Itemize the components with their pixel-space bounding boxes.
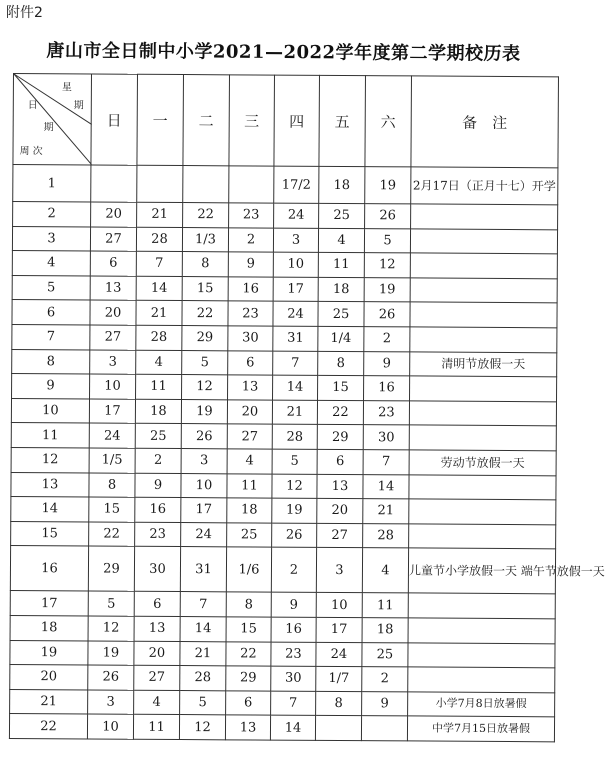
date-cell: 15	[226, 617, 271, 642]
week-number-cell: 9	[12, 374, 90, 399]
week-number-cell: 14	[11, 497, 89, 522]
week-number-cell: 1	[13, 165, 91, 202]
date-cell: 16	[228, 277, 273, 302]
date-cell: 25	[318, 302, 364, 327]
date-cell: 11	[133, 715, 179, 740]
date-cell: 8	[316, 691, 362, 716]
date-cell: 7	[136, 251, 182, 276]
note-cell: 儿童节小学放假一天 端午节放假一天	[408, 548, 555, 594]
note-cell	[408, 593, 555, 618]
table-row	[10, 615, 555, 643]
date-cell: 10	[181, 473, 227, 498]
date-cell: 4	[227, 449, 272, 474]
week-number-cell: 22	[9, 714, 87, 739]
date-cell: 26	[365, 204, 411, 229]
date-cell	[229, 166, 274, 203]
date-cell: 3	[88, 690, 134, 715]
week-number-cell: 16	[10, 546, 88, 591]
note-cell	[409, 401, 556, 426]
table-row	[12, 251, 557, 279]
date-cell: 1/3	[182, 227, 228, 252]
date-cell: 23	[229, 203, 274, 228]
date-cell: 14	[270, 715, 315, 740]
date-cell: 20	[317, 498, 363, 523]
note-cell: 清明节放假一天	[410, 351, 557, 376]
note-cell	[410, 376, 557, 401]
header-day-tue: 二	[183, 75, 230, 166]
date-cell: 6	[228, 350, 273, 375]
week-number-cell: 13	[11, 472, 89, 497]
date-cell: 27	[134, 665, 180, 690]
date-cell: 18	[318, 277, 364, 302]
date-cell: 8	[226, 592, 271, 617]
date-cell: 8	[318, 351, 364, 376]
date-cell: 3	[181, 448, 227, 473]
date-cell: 26	[364, 302, 410, 327]
week-number-cell: 21	[10, 689, 88, 714]
note-cell: 中学7月15日放暑假	[407, 716, 554, 741]
date-cell: 19	[88, 640, 134, 665]
table-row	[10, 546, 555, 594]
date-cell: 4	[318, 228, 364, 253]
date-cell: 15	[182, 276, 228, 301]
diagonal-header	[13, 74, 91, 164]
date-cell: 20	[134, 641, 180, 666]
corner-header-cell	[13, 74, 92, 165]
corner-label-qi-mid: 期	[43, 122, 54, 134]
note-cell	[409, 474, 556, 499]
date-cell: 24	[273, 301, 318, 326]
note-cell	[409, 425, 556, 450]
date-cell: 20	[227, 400, 272, 425]
week-number-cell: 7	[12, 324, 90, 349]
date-cell: 13	[90, 276, 136, 301]
note-cell	[411, 204, 558, 229]
date-cell: 26	[272, 523, 317, 548]
date-cell: 30	[228, 326, 273, 351]
table-row	[12, 300, 557, 328]
note-cell	[410, 302, 557, 327]
table-row	[11, 447, 556, 475]
date-cell: 1/5	[89, 448, 135, 473]
note-cell	[409, 499, 556, 524]
date-cell: 20	[91, 202, 137, 227]
table-row	[10, 591, 555, 619]
corner-label-zhou-ci: 周 次	[19, 146, 43, 158]
date-cell: 26	[88, 665, 134, 690]
date-cell: 24	[181, 522, 227, 547]
date-cell: 14	[363, 474, 409, 499]
header-day-wed: 三	[229, 75, 275, 166]
date-cell: 6	[226, 690, 271, 715]
date-cell: 21	[137, 202, 183, 227]
date-cell: 11	[227, 473, 272, 498]
date-cell: 18	[319, 166, 365, 203]
date-cell: 4	[134, 690, 180, 715]
date-cell: 22	[226, 641, 271, 666]
note-cell: 2月17日（正月十七）开学	[411, 167, 558, 205]
date-cell: 1/6	[226, 547, 271, 592]
date-cell: 16	[364, 376, 410, 401]
date-cell: 17	[181, 498, 227, 523]
date-cell: 11	[318, 253, 364, 278]
header-notes: 备 注	[411, 76, 559, 168]
header-day-thu: 四	[274, 75, 320, 166]
date-cell: 25	[227, 523, 272, 548]
date-cell: 2	[271, 547, 316, 592]
date-cell: 31	[273, 326, 318, 351]
date-cell: 17	[273, 277, 318, 302]
document-title: 唐山市全日制中小学2021—2022学年度第二学期校历表	[46, 40, 521, 65]
date-cell: 18	[135, 399, 181, 424]
date-cell: 21	[136, 301, 182, 326]
date-cell: 9	[364, 351, 410, 376]
date-cell: 30	[271, 666, 316, 691]
table-row	[10, 665, 555, 693]
date-cell: 23	[363, 400, 409, 425]
date-cell: 3	[273, 228, 318, 253]
date-cell: 13	[134, 616, 180, 641]
note-cell	[408, 667, 555, 692]
table-row	[13, 165, 558, 205]
date-cell: 14	[273, 375, 318, 400]
week-number-cell: 11	[11, 423, 89, 448]
date-cell: 9	[228, 252, 273, 277]
date-cell: 12	[364, 253, 410, 278]
header-day-mon: 一	[137, 74, 184, 165]
date-cell: 30	[134, 547, 180, 592]
date-cell: 23	[271, 642, 316, 667]
date-cell: 4	[362, 548, 408, 593]
date-cell: 4	[136, 350, 182, 375]
date-cell: 22	[182, 301, 228, 326]
week-number-cell: 5	[12, 275, 90, 300]
date-cell	[91, 165, 137, 202]
table-row	[12, 324, 557, 352]
week-number-cell: 18	[10, 615, 88, 640]
date-cell	[183, 166, 229, 203]
table-row	[12, 374, 557, 402]
week-number-cell: 4	[12, 251, 90, 276]
date-cell: 7	[271, 691, 316, 716]
header-day-fri: 五	[319, 75, 366, 166]
table-row	[13, 202, 558, 230]
date-cell: 1/7	[316, 666, 362, 691]
table-row	[11, 521, 556, 549]
date-cell: 28	[136, 325, 182, 350]
week-number-cell: 12	[11, 447, 89, 472]
corner-label-ri: 日	[27, 100, 38, 112]
date-cell: 6	[90, 251, 136, 276]
date-cell: 27	[90, 227, 136, 252]
header-row	[13, 74, 559, 168]
date-cell: 26	[181, 424, 227, 449]
note-cell	[410, 278, 557, 303]
date-cell: 1/4	[318, 326, 364, 351]
date-cell: 24	[89, 423, 135, 448]
date-cell: 27	[317, 523, 363, 548]
table-row	[11, 472, 556, 500]
date-cell: 17/2	[274, 166, 319, 203]
week-number-cell: 19	[10, 640, 88, 665]
date-cell: 27	[90, 325, 136, 350]
header-day-sat: 六	[365, 76, 412, 167]
note-cell	[410, 253, 557, 278]
date-cell: 24	[316, 642, 362, 667]
date-cell: 20	[90, 300, 136, 325]
date-cell: 7	[363, 450, 409, 475]
date-cell: 7	[273, 351, 318, 376]
week-number-cell: 8	[12, 349, 90, 374]
week-number-cell: 15	[11, 521, 89, 546]
calendar-sheet	[9, 73, 605, 774]
week-number-cell: 6	[12, 300, 90, 325]
date-cell: 29	[88, 546, 134, 591]
table-row	[11, 398, 556, 426]
date-cell: 28	[272, 424, 317, 449]
date-cell: 12	[182, 375, 228, 400]
date-cell: 18	[227, 498, 272, 523]
date-cell: 2	[135, 448, 181, 473]
date-cell: 8	[182, 252, 228, 277]
date-cell	[137, 165, 183, 202]
date-cell: 12	[272, 474, 317, 499]
date-cell: 11	[136, 374, 182, 399]
date-cell: 19	[364, 277, 410, 302]
table-row	[11, 497, 556, 525]
date-cell: 12	[88, 616, 134, 641]
date-cell: 14	[180, 616, 226, 641]
date-cell: 6	[317, 449, 363, 474]
date-cell: 21	[272, 400, 317, 425]
date-cell: 25	[319, 203, 365, 228]
corner-label-qi-top: 期	[73, 100, 84, 112]
date-cell: 6	[134, 592, 180, 617]
date-cell: 21	[363, 499, 409, 524]
date-cell: 17	[89, 399, 135, 424]
date-cell: 8	[89, 473, 135, 498]
date-cell: 15	[318, 376, 364, 401]
date-cell: 12	[179, 715, 225, 740]
date-cell: 22	[317, 400, 363, 425]
table-row	[11, 423, 556, 451]
date-cell: 11	[362, 593, 408, 618]
date-cell: 7	[180, 592, 226, 617]
date-cell: 22	[183, 203, 229, 228]
date-cell: 29	[182, 326, 228, 351]
date-cell: 28	[136, 227, 182, 252]
date-cell: 19	[365, 167, 411, 204]
week-number-cell: 20	[10, 665, 88, 690]
date-cell: 5	[180, 690, 226, 715]
table-row	[10, 689, 555, 717]
date-cell: 29	[317, 425, 363, 450]
table-row	[12, 226, 557, 254]
date-cell: 25	[362, 642, 408, 667]
date-cell: 29	[226, 666, 271, 691]
date-cell: 2	[228, 227, 273, 252]
date-cell: 3	[90, 350, 136, 375]
note-cell	[408, 642, 555, 667]
date-cell: 2	[364, 327, 410, 352]
date-cell: 19	[272, 498, 317, 523]
date-cell: 24	[274, 203, 319, 228]
date-cell: 13	[317, 474, 363, 499]
date-cell: 30	[363, 425, 409, 450]
date-cell: 22	[89, 522, 135, 547]
week-number-cell: 2	[13, 202, 91, 227]
date-cell: 27	[227, 424, 272, 449]
date-cell: 23	[228, 301, 273, 326]
date-cell	[361, 716, 407, 741]
date-cell: 13	[225, 715, 270, 740]
corner-label-xing: 星	[61, 82, 72, 94]
date-cell: 3	[316, 548, 362, 593]
note-cell	[410, 327, 557, 352]
date-cell	[315, 716, 361, 741]
date-cell: 5	[272, 449, 317, 474]
date-cell: 28	[180, 666, 226, 691]
table-row	[12, 275, 557, 303]
note-cell	[408, 618, 555, 643]
calendar-body	[9, 165, 605, 742]
date-cell: 13	[228, 375, 273, 400]
week-number-cell: 17	[10, 591, 88, 616]
date-cell: 5	[364, 228, 410, 253]
note-cell: 小学7月8日放暑假	[408, 692, 555, 717]
week-number-cell: 10	[11, 398, 89, 423]
date-cell: 14	[136, 276, 182, 301]
date-cell: 5	[182, 350, 228, 375]
date-cell: 25	[135, 424, 181, 449]
date-cell: 17	[316, 617, 362, 642]
table-row	[12, 349, 557, 377]
date-cell: 10	[90, 374, 136, 399]
date-cell: 21	[180, 641, 226, 666]
table-row	[9, 714, 554, 742]
date-cell: 10	[87, 714, 133, 739]
date-cell: 18	[362, 618, 408, 643]
note-cell: 劳动节放假一天	[409, 450, 556, 475]
header-day-sun: 日	[91, 74, 138, 165]
date-cell: 9	[362, 691, 408, 716]
date-cell: 16	[135, 497, 181, 522]
date-cell: 19	[181, 399, 227, 424]
school-calendar-table	[9, 73, 605, 742]
date-cell: 9	[135, 473, 181, 498]
note-cell	[410, 229, 557, 254]
note-cell	[409, 524, 556, 549]
table-row	[10, 640, 555, 668]
date-cell: 9	[271, 592, 316, 617]
date-cell: 31	[180, 547, 226, 592]
attachment-label: 附件2	[6, 5, 43, 21]
date-cell: 15	[89, 497, 135, 522]
date-cell: 16	[271, 617, 316, 642]
date-cell: 10	[273, 252, 318, 277]
date-cell: 2	[362, 667, 408, 692]
date-cell: 10	[316, 593, 362, 618]
date-cell: 23	[135, 522, 181, 547]
week-number-cell: 3	[12, 226, 90, 251]
date-cell: 5	[88, 591, 134, 616]
date-cell: 28	[363, 523, 409, 548]
